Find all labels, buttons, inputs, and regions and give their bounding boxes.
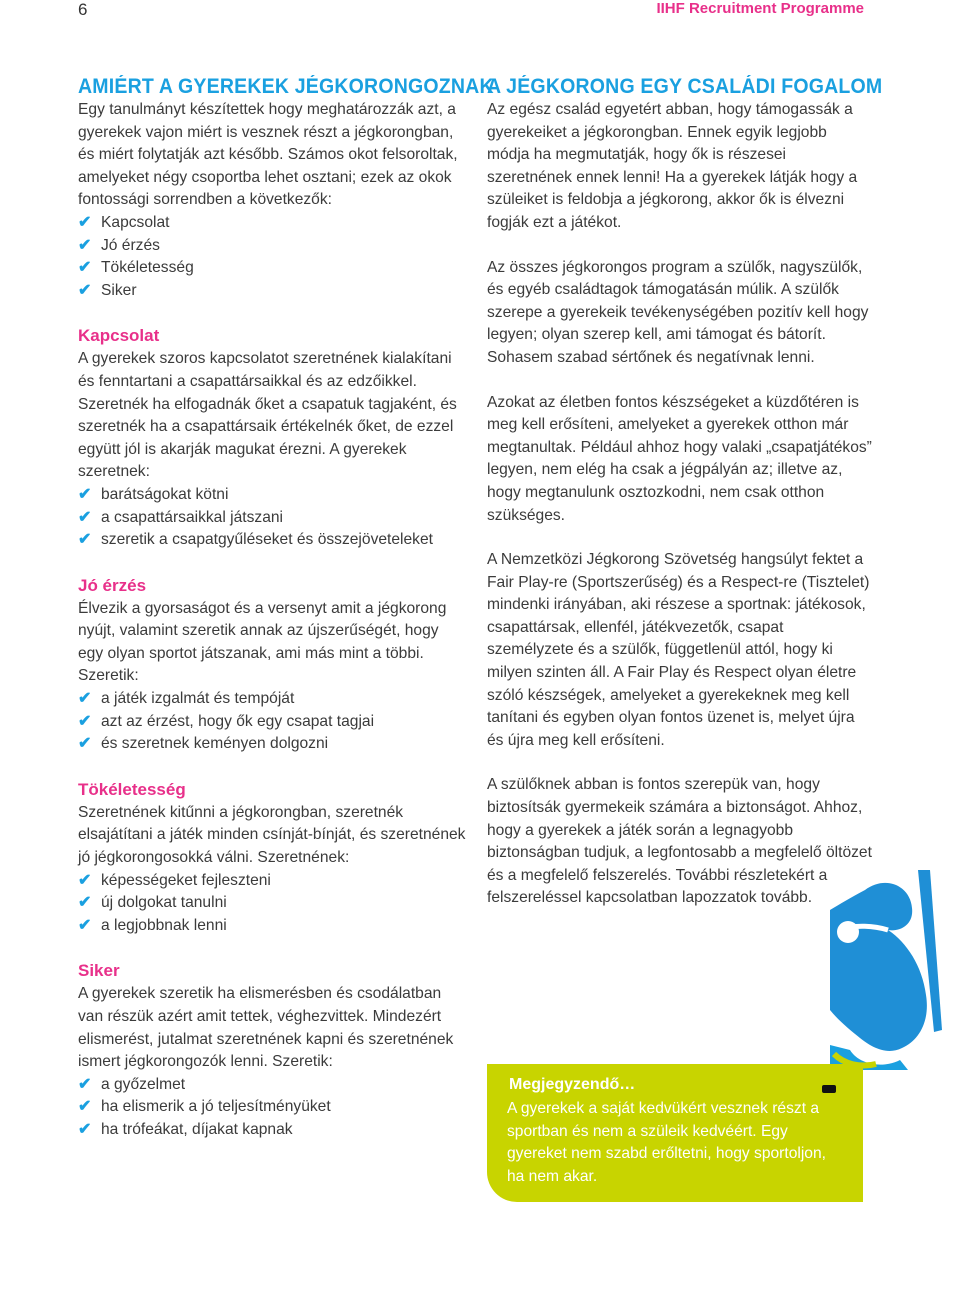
left-column xyxy=(78,74,494,1142)
list-item: ✔ szeretik a csapatgyűléseket és összejöveteleket xyxy=(78,529,468,552)
right-column xyxy=(487,74,883,910)
family-paragraph-4: A Nemzetközi Jégkorong Szövetség hangsúlyt fektet a Fair Play-re (Sportszerűség) és a Respect-re (Tisztelet) mindenki irányában, aki részese a sportnak: játékosok, csapattársak, ellenfél, játékvezetők, csapat személyzete és a szülők, függetlenül attól, hogy ki milyen szinten áll. A Fair Play és Respect olyan életre szóló készségek, amelyeket a gyerekeknek meg kell tanítani és egyben olyan fontos üzenet is, melyet újra és újra meg kell erősíteni. xyxy=(487,551,870,749)
check-icon: ✔ xyxy=(78,871,92,889)
check-icon: ✔ xyxy=(78,735,92,753)
page-number: 6 xyxy=(78,0,88,19)
family-paragraph-1: Az egész család egyetért abban, hogy támogassák a gyerekeiket a jégkorongban. Ennek egyik legjobb módja ha megmutatják, hogy ők is részesei szeretnének ennek lenni! Ha a gyerekek látják hogy a szüleiket is feldobja a jégkorong, akkor ők is élvezni fogják ezt a játékot. xyxy=(487,101,858,231)
intro-paragraph: Egy tanulmányt készítettek hogy meghatározzák azt, a gyerekek vajon miért is vesznek részt a jégkorongban, és miért folytatják azt később. Számos okot felsoroltak, amelyeket négy csoportba lehet osztani; ezek az okok fontossági sorrendben a következők: xyxy=(78,101,458,209)
subheading-siker: Siker xyxy=(78,961,120,981)
list-item: ✔ és szeretnek keményen dolgozni xyxy=(78,733,468,756)
page-header-title: IIHF Recruitment Programme xyxy=(656,0,864,17)
check-icon: ✔ xyxy=(78,531,92,549)
list-item: ✔ a győzelmet xyxy=(78,1074,468,1097)
check-icon: ✔ xyxy=(78,894,92,912)
check-icon: ✔ xyxy=(78,213,92,231)
family-paragraph-5: A szülőknek abban is fontos szerepük van, hogy biztosítsák gyermekeik számára a biztonságot. Ahhoz, hogy a gyerekek a játék során a legnagyobb biztonságban tudjuk, a legfontosabb a megfelelő öltözet és a megfelelő felszerelés. További részletekért a felszereléssel kapcsolatban lapozzatok tovább. xyxy=(487,776,872,907)
jo-erzes-paragraph: Élvezik a gyorsaságot és a versenyt amit a jégkorong nyújt, valamint szeretik annak az újszerűségét, hogy egy olyan sportot játszanak, ami más mint a többi. Szeretik: xyxy=(78,599,447,685)
family-paragraph-3: Azokat az életben fontos készségeket a küzdőtéren is meg kell erősíteni, amelyeket a gyerekek otthon már megtanultak. Például ahhoz hogy valaki „csapatjátékos” legyen, nem elég ha csak a jégpályán az; illetve az, hogy megtanulunk osztozkodni, nem csak otthon szükséges. xyxy=(487,393,872,524)
list-item: ✔ Tökéletesség xyxy=(78,257,468,280)
subheading-jo-erzes: Jó érzés xyxy=(78,575,147,595)
check-icon: ✔ xyxy=(78,712,92,730)
tokeletesseg-paragraph: Szeretnének kitűnni a jégkorongban, szeretnék elsajátítani a játék minden csínját-bínját, és szeretnének jó jégkorongosokká válni. Szeretnének: xyxy=(78,803,466,867)
check-icon: ✔ xyxy=(78,236,92,254)
list-item: ✔ új dolgokat tanulni xyxy=(78,892,468,915)
reasons-list xyxy=(78,212,468,302)
list-item: ✔ Siker xyxy=(78,280,468,303)
siker-list xyxy=(78,1074,468,1142)
family-paragraph-2: Az összes jégkorongos program a szülők, nagyszülők, és egyéb családtagok támogatásán múlik. A szülők szerepe a gyerekeik tevékenységében pozitív kell hogy legyen; olyan szerep kell, ami támogat és bátorít. Sohasem szabad sértőnek és negatívnak lenni. xyxy=(487,258,869,366)
callout-title: Megjegyzendő… xyxy=(509,1076,636,1093)
check-icon: ✔ xyxy=(78,916,92,934)
jo-erzes-list xyxy=(78,688,468,756)
check-icon: ✔ xyxy=(78,281,92,299)
kapcsolat-paragraph: A gyerekek szoros kapcsolatot szeretnének kialakítani és fenntartani a csapattársaikkal és az edzőikkel. Szeretnék ha elfogadnák őket a csapatuk tagjaként, és szeretnék ha a csapattársaik értékelnék őket, de ezzel együtt jól is akarják magukat érezni. A gyerekek szeretnek: xyxy=(78,350,457,481)
check-icon: ✔ xyxy=(78,1098,92,1116)
list-item: ✔ a legjobbnak lenni xyxy=(78,915,468,938)
check-icon: ✔ xyxy=(78,1120,92,1138)
section-heading-family: A JÉGKORONG EGY CSALÁDI FOGALOM xyxy=(487,75,883,98)
list-item: ✔ a csapattársaikkal játszani xyxy=(78,507,468,530)
list-item: ✔ képességeket fejleszteni xyxy=(78,870,468,893)
list-item: ✔ azt az érzést, hogy ők egy csapat tagjai xyxy=(78,711,468,734)
hockey-mascot-icon xyxy=(830,870,950,1070)
decorative-mark xyxy=(822,1085,836,1093)
subheading-kapcsolat: Kapcsolat xyxy=(78,326,160,346)
note-callout xyxy=(487,1064,863,1202)
check-icon: ✔ xyxy=(78,259,92,277)
subheading-tokeletesseg: Tökéletesség xyxy=(78,779,186,799)
list-item: ✔ ha trófeákat, díjakat kapnak xyxy=(78,1119,468,1142)
list-item: ✔ Kapcsolat xyxy=(78,212,468,235)
kapcsolat-list xyxy=(78,484,468,552)
callout-text: A gyerekek a saját kedvükért vesznek részt a sportban és nem a szüleik kedvéért. Egy gyereket nem szabd erőltetni, hogy sportoljon, ha nem akar. xyxy=(507,1100,826,1185)
check-icon: ✔ xyxy=(78,1075,92,1093)
list-item: ✔ Jó érzés xyxy=(78,235,468,258)
check-icon: ✔ xyxy=(78,485,92,503)
tokeletesseg-list xyxy=(78,870,468,938)
siker-paragraph: A gyerekek szeretik ha elismerésben és csodálatban van részük azért amit tettek, véghezvittek. Mindezért elismerést, jutalmat szeretnének kapni és szeretnének ismert jégkorongozók lenni. Szeretik: xyxy=(78,985,454,1071)
section-heading-why-kids-play: AMIÉRT A GYEREKEK JÉGKORONGOZNAK xyxy=(78,75,494,98)
list-item: ✔ barátságokat kötni xyxy=(78,484,468,507)
check-icon: ✔ xyxy=(78,690,92,708)
list-item: ✔ ha elismerik a jó teljesítményüket xyxy=(78,1096,468,1119)
list-item: ✔ a játék izgalmát és tempóját xyxy=(78,688,468,711)
check-icon: ✔ xyxy=(78,508,92,526)
